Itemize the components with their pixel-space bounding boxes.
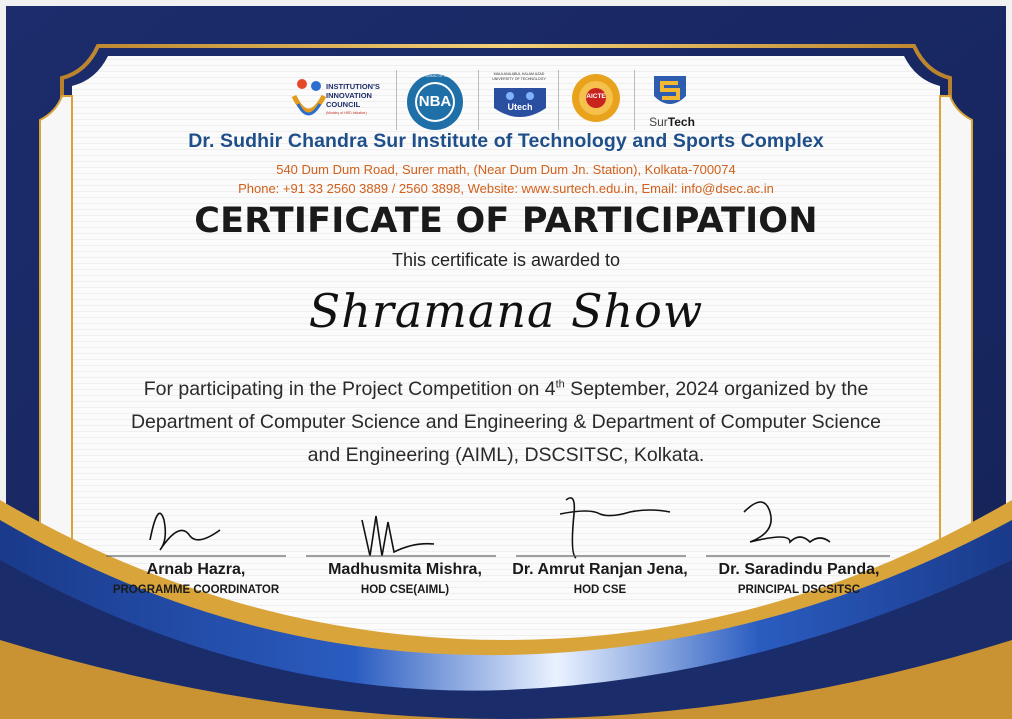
iic-line3: COUNCIL bbox=[326, 100, 361, 109]
signatory-1-role: PROGRAMME COORDINATOR bbox=[112, 584, 280, 596]
surtech-sur: Sur bbox=[649, 115, 668, 129]
signatory-2 bbox=[295, 561, 515, 596]
signatory-2-name: Madhusmita Mishra, bbox=[328, 561, 482, 578]
iic-sub: (Ministry of HRD Initiative) bbox=[326, 111, 367, 115]
signatory-1 bbox=[86, 561, 306, 596]
iic-line1: INSTITUTION'S bbox=[326, 82, 380, 91]
iic-line2: INNOVATION bbox=[326, 91, 372, 100]
aicte-logo bbox=[570, 72, 624, 128]
nba-ring-text: NATIONAL BOARD OF ACCREDITATION bbox=[408, 74, 472, 78]
signatory-4-role: PRINCIPAL DSCSITSC bbox=[737, 584, 861, 596]
signatory-1-name: Arnab Hazra, bbox=[146, 561, 246, 578]
aicte-label: AICTE bbox=[586, 93, 606, 100]
signatory-4-name: Dr. Saradindu Panda, bbox=[718, 561, 880, 578]
institute-address: 540 Dum Dum Road, Surer math, (Near Dum Dum Jn. Station), Kolkata-700074 bbox=[276, 162, 736, 177]
surtech-tech: Tech bbox=[667, 115, 695, 129]
institute-name: Dr. Sudhir Chandra Sur Institute of Technology and Sports Complex bbox=[188, 130, 824, 152]
nba-logo bbox=[402, 72, 472, 132]
recipient-name: Shramana Show bbox=[308, 284, 704, 338]
utech-logo bbox=[490, 72, 552, 132]
iic-emblem-icon bbox=[290, 76, 328, 126]
nba-label: NBA bbox=[418, 93, 452, 110]
iic-logo bbox=[290, 72, 400, 128]
logo-divider-2 bbox=[478, 70, 479, 130]
certificate-body-line3: and Engineering (AIML), DSCSITSC, Kolkata. bbox=[307, 444, 705, 466]
logo-divider-3 bbox=[558, 70, 559, 130]
body-line1-pre: For participating in the Project Competition on 4 bbox=[143, 378, 556, 400]
body-line1-sup: th bbox=[555, 378, 565, 391]
certificate-subtitle: This certificate is awarded to bbox=[391, 250, 621, 270]
utech-label: Utech bbox=[507, 102, 533, 112]
surtech-shield-icon bbox=[652, 74, 688, 112]
certificate-body-line2: Department of Computer Science and Engineering & Department of Computer Science bbox=[130, 411, 882, 433]
signatory-3-name: Dr. Amrut Ranjan Jena, bbox=[512, 561, 688, 578]
signatory-3 bbox=[490, 561, 710, 596]
utech-top-text: MAULANA ABUL KALAM AZAD UNIVERSITY OF TECHNOLOGY bbox=[492, 72, 546, 81]
certificate-title: CERTIFICATE OF PARTICIPATION bbox=[194, 201, 818, 241]
certificate-body-line1 bbox=[0, 378, 1012, 401]
logo-divider-4 bbox=[634, 70, 635, 130]
signatory-4 bbox=[689, 561, 909, 596]
logo-divider-1 bbox=[396, 70, 397, 130]
surtech-logo bbox=[646, 74, 702, 134]
institute-contact: Phone: +91 33 2560 3889 / 2560 3898, Website: www.surtech.edu.in, Email: info@dsec.ac.in bbox=[238, 181, 774, 196]
signatory-3-role: HOD CSE bbox=[573, 584, 627, 596]
body-line1-post: September, 2024 organized by the bbox=[564, 378, 869, 400]
signatory-2-role: HOD CSE(AIML) bbox=[360, 584, 450, 596]
